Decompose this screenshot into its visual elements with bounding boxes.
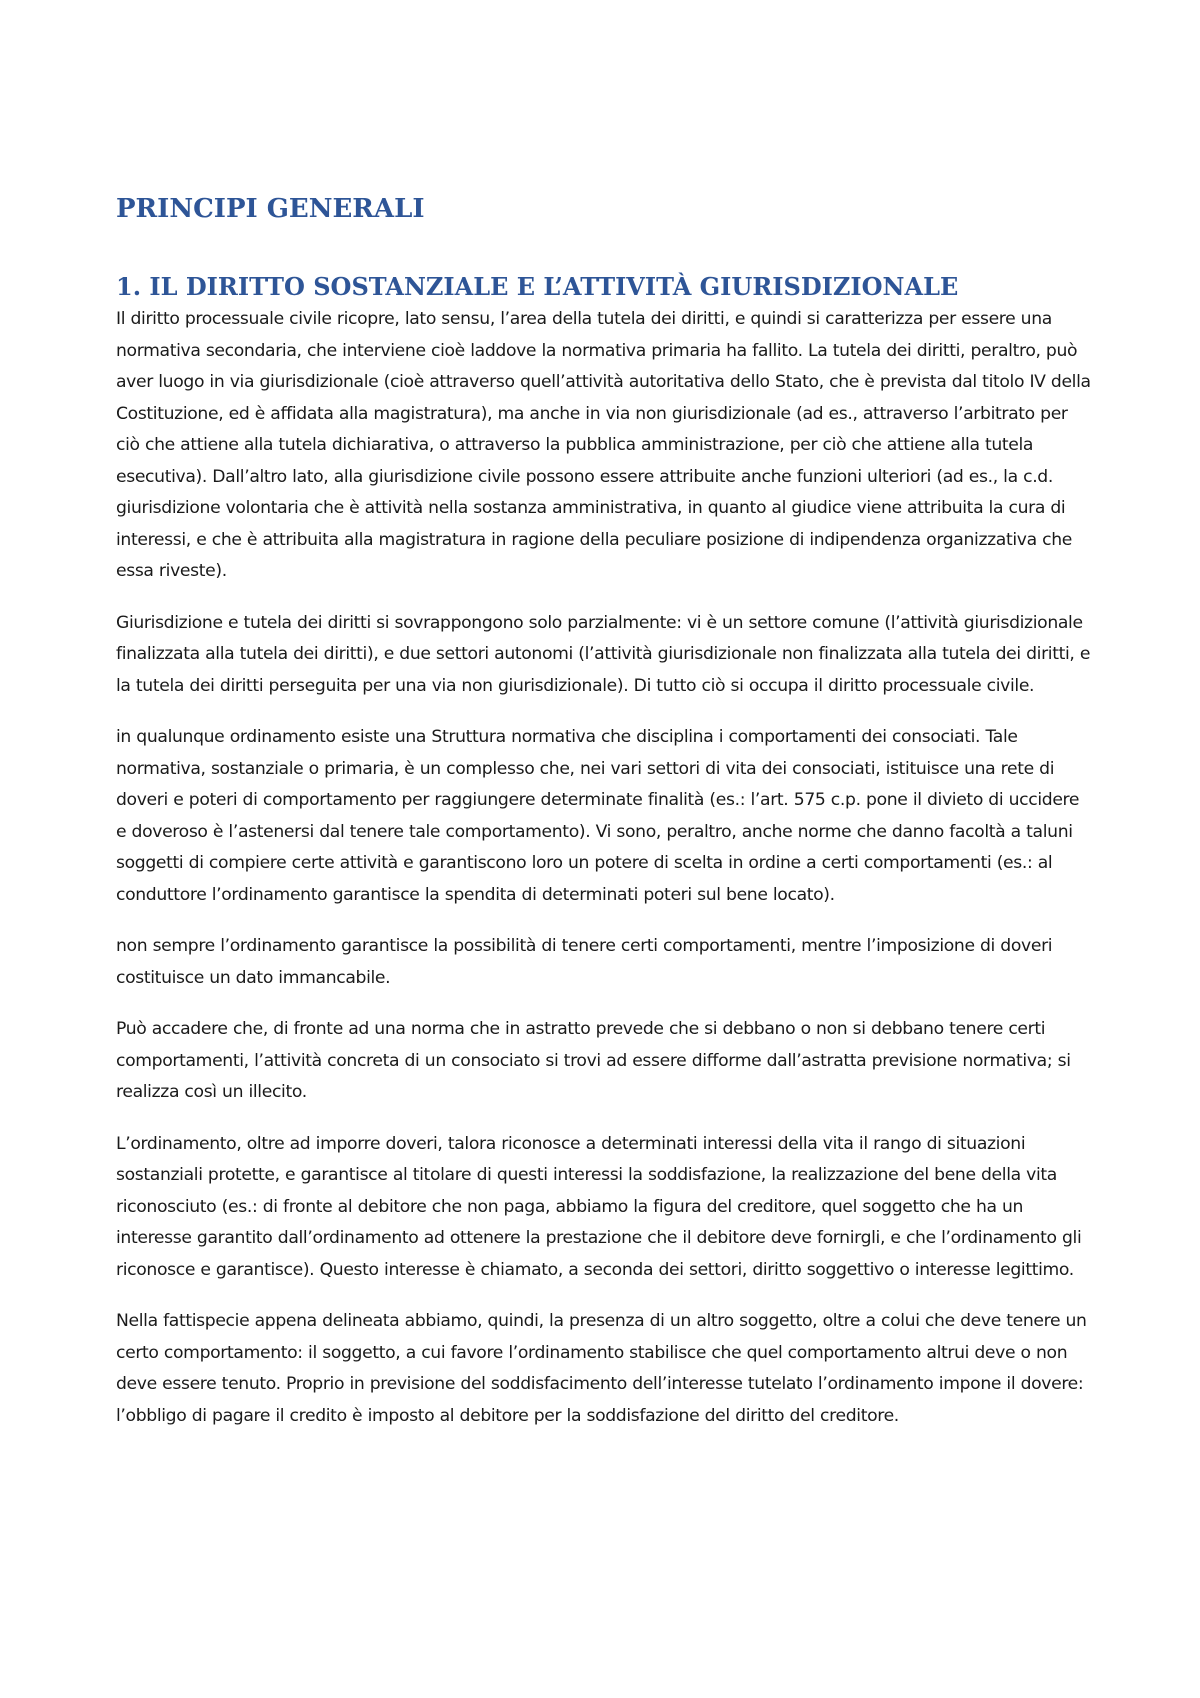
document-title: PRINCIPI GENERALI xyxy=(116,194,425,224)
paragraph-1: Il diritto processuale civile ricopre, lato sensu, l’area della tutela dei diritti, e quindi si caratterizza per essere una normativa secondaria, che interviene cioè laddove la normativa primaria ha fallito. La tutela dei diritti, peraltro, può aver luogo in via giurisdizionale (cioè attraverso quell’attività autoritativa dello Stato, che è prevista dal titolo IV della Costituzione, ed è affidata alla magistratura), ma anche in via non giurisdizionale (ad es., attraverso l’arbitrato per ciò che attiene alla tutela dichiarativa, o attraverso la pubblica amministrazione, per ciò che attiene alla tutela esecutiva). Dall’altro lato, alla giurisdizione civile possono essere attribuite anche funzioni ulteriori (ad es., la c.d. giurisdizione volontaria che è attività nella sostanza amministrativa, in quanto al giudice viene attribuita la cura di interessi, e che è attribuita alla magistratura in ragione della peculiare posizione di indipendenza organizzativa che essa riveste). xyxy=(116,309,1091,581)
section-heading: 1. IL DIRITTO SOSTANZIALE E L’ATTIVITÀ GIURISDIZIONALE xyxy=(116,272,959,301)
paragraph-4: non sempre l’ordinamento garantisce la possibilità di tenere certi comportamenti, mentre l’imposizione di doveri costituisce un dato immancabile. xyxy=(116,936,1053,988)
paragraph-6: L’ordinamento, oltre ad imporre doveri, talora riconosce a determinati interessi della vita il rango di situazioni sostanziali protette, e garantisce al titolare di questi interessi la soddisfazione, la realizzazione del bene della vita riconosciuto (es.: di fronte al debitore che non paga, abbiamo la figura del creditore, quel soggetto che ha un interesse garantito dall’ordinamento ad ottenere la prestazione che il debitore deve fornirgli, e che l’ordinamento gli riconosce e garantisce). Questo interesse è chiamato, a seconda dei settori, diritto soggettivo o interesse legittimo. xyxy=(116,1133,1082,1280)
paragraph-3: in qualunque ordinamento esiste una Struttura normativa che disciplina i comportamenti dei consociati. Tale normativa, sostanziale o primaria, è un complesso che, nei vari settori di vita dei consociati, istituisce una rete di doveri e poteri di comportamento per raggiungere determinate finalità (es.: l’art. 575 c.p. pone il divieto di uccidere e doveroso è l’astenersi dal tenere tale comportamento). Vi sono, peraltro, anche norme che danno facoltà a taluni soggetti di compiere certe attività e garantiscono loro un potere di scelta in ordine a certi comportamenti (es.: al conduttore l’ordinamento garantisce la spendita di determinati poteri sul bene locato). xyxy=(116,727,1080,905)
paragraph-7: Nella fattispecie appena delineata abbiamo, quindi, la presenza di un altro soggetto, oltre a colui che deve tenere un certo comportamento: il soggetto, a cui favore l’ordinamento stabilisce che quel comportamento altrui deve o non deve essere tenuto. Proprio in previsione del soddisfacimento dell’interesse tutelato l’ordinamento impone il dovere: l’obbligo di pagare il credito è imposto al debitore per la soddisfazione del diritto del creditore. xyxy=(116,1311,1087,1426)
document-body xyxy=(116,192,1091,1452)
paragraph-2: Giurisdizione e tutela dei diritti si sovrappongono solo parzialmente: vi è un settore comune (l’attività giurisdizionale finalizzata alla tutela dei diritti), e due settori autonomi (l’attività giurisdizionale non finalizzata alla tutela dei diritti, e la tutela dei diritti perseguita per una via non giurisdizionale). Di tutto ciò si occupa il diritto processuale civile. xyxy=(116,612,1091,696)
paragraph-5: Può accadere che, di fronte ad una norma che in astratto prevede che si debbano o non si debbano tenere certi comportamenti, l’attività concreta di un consociato si trovi ad essere difforme dall’astratta previsione normativa; si realizza così un illecito. xyxy=(116,1019,1071,1102)
